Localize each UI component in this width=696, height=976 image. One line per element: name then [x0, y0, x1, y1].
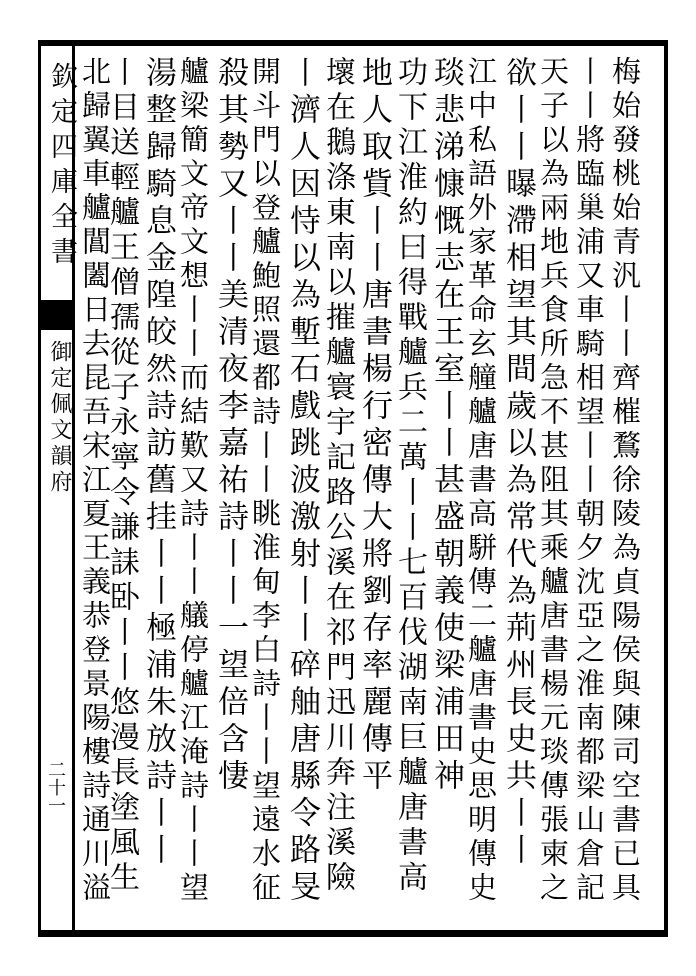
right-border: [664, 40, 668, 937]
text-column-1: 梅始發桃始青汎丨丨齊槯鶩徐陵為貞陽侯與陳司空書已具: [608, 56, 642, 906]
left-border: [38, 40, 41, 937]
book-title: 御定佩文韻府: [47, 340, 72, 496]
text-column-10: 丨濟人因恃以為塹石戲跳波激射丨丨碎舳唐縣令路旻: [284, 56, 320, 907]
fishtail-mark: [41, 300, 73, 330]
text-column-3: 天子以為兩地兵食所急不甚阻其乘艫唐書楊元琰傳張柬之: [536, 56, 570, 906]
bottom-border: [40, 930, 668, 937]
text-column-5: 江中私語外家革命玄艟艫唐書高駢傳二艫唐書史思明傳史: [464, 56, 498, 906]
text-column-4: 欲丨丨曝滯相望其間歲以為常代為荊州長史共丨丨: [500, 56, 536, 870]
series-title: 欽定四庫全書: [46, 62, 77, 272]
text-column-2: 丨丨將臨巢浦又車騎相望丨丨朝夕沈亞之淮南都梁山倉記: [572, 56, 606, 906]
text-column-8: 地人取貲丨丨唐書楊行密傳大將劉存率麗傳平: [356, 56, 392, 796]
text-column-13: 艫梁簡文帝文想丨丨而結歎又詩丨丨艤停艫江淹詩丨丨望: [176, 56, 210, 906]
text-column-15: 丨目送輕艫王僧孺從子永寧令謙誄卧丨丨悠漫長塗風生: [104, 56, 139, 896]
page-number: 二十一: [45, 760, 66, 814]
text-column-11: 開斗門以登艫鮑照還都詩丨丨眺淮甸李白詩丨丨望遠水征: [248, 56, 282, 906]
text-column-7: 功下江淮約曰得戰艫兵二萬丨丨七百伐湖南巨艫唐書高: [392, 56, 427, 896]
text-column-9: 壞在鵝涤東南以摧艫寰宇記路公溪在祁門迅川奔注溪險: [320, 56, 355, 896]
top-border: [40, 40, 668, 46]
text-column-12: 殺其勢又丨丨美清夜李嘉祐詩丨丨一望倍含悽: [212, 56, 248, 796]
text-column-14: 湯整歸騎息金隍皎然詩訪舊挂丨丨極浦朱放詩丨丨: [140, 56, 176, 870]
text-column-16: 北歸翼車艫閶闔日去昆吾宋江夏王義恭登景陽樓詩通川溢: [78, 56, 112, 906]
text-column-6: 琰悲涕慷慨志在王室丨丨甚盛朝義使梁浦田神: [428, 56, 464, 796]
